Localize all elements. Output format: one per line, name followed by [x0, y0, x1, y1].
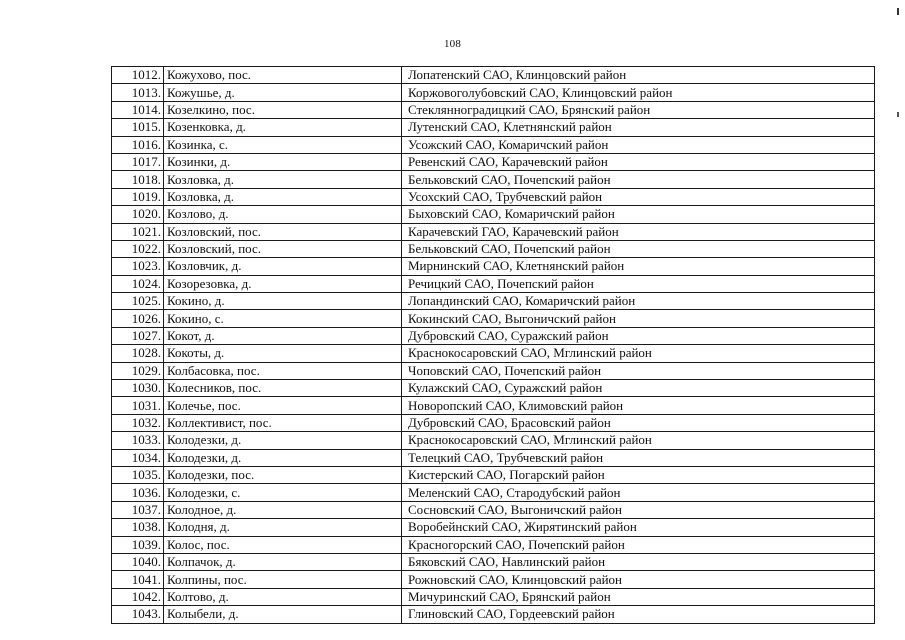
table-row: [112, 171, 875, 188]
settlement-name: Козловка, д.: [164, 188, 402, 205]
settlement-name: Кокино, с.: [164, 310, 402, 327]
table-row: [112, 553, 875, 570]
settlement-name: Козинки, д.: [164, 153, 402, 170]
row-number: 1029.: [112, 362, 164, 379]
table-row: [112, 536, 875, 553]
district-name: Чоповский САО, Почепский район: [402, 362, 875, 379]
settlement-name: Козловский, пос.: [164, 223, 402, 240]
district-name: Краснокосаровский САО, Мглинский район: [402, 432, 875, 449]
table-row: [112, 606, 875, 623]
row-number: 1031.: [112, 397, 164, 414]
row-number: 1017.: [112, 153, 164, 170]
row-number: 1041.: [112, 571, 164, 588]
row-number: 1012.: [112, 67, 164, 84]
row-number: 1014.: [112, 101, 164, 118]
table-row: [112, 414, 875, 431]
district-name: Краснокосаровский САО, Мглинский район: [402, 345, 875, 362]
row-number: 1039.: [112, 536, 164, 553]
row-number: 1018.: [112, 171, 164, 188]
district-name: Кистерский САО, Погарский район: [402, 466, 875, 483]
row-number: 1027.: [112, 327, 164, 344]
district-name: Ревенский САО, Карачевский район: [402, 153, 875, 170]
settlements-table-body: [112, 67, 875, 624]
district-name: Коржовоголубовский САО, Клинцовский район: [402, 84, 875, 101]
settlement-name: Коллективист, пос.: [164, 414, 402, 431]
table-row: [112, 206, 875, 223]
table-row: [112, 449, 875, 466]
settlement-name: Кокоты, д.: [164, 345, 402, 362]
row-number: 1022.: [112, 240, 164, 257]
district-name: Дубровский САО, Суражский район: [402, 327, 875, 344]
settlement-name: Колбасовка, пос.: [164, 362, 402, 379]
row-number: 1034.: [112, 449, 164, 466]
district-name: Усожский САО, Комаричский район: [402, 136, 875, 153]
settlement-name: Колпачок, д.: [164, 553, 402, 570]
table-row: [112, 101, 875, 118]
settlement-name: Колесников, пос.: [164, 380, 402, 397]
settlement-name: Колыбели, д.: [164, 606, 402, 623]
settlement-name: Козловчик, д.: [164, 258, 402, 275]
table-row: [112, 519, 875, 536]
row-number: 1028.: [112, 345, 164, 362]
district-name: Мичуринский САО, Брянский район: [402, 588, 875, 605]
table-row: [112, 275, 875, 292]
table-row: [112, 327, 875, 344]
row-number: 1020.: [112, 206, 164, 223]
settlement-name: Колодное, д.: [164, 501, 402, 518]
settlement-name: Колос, пос.: [164, 536, 402, 553]
row-number: 1030.: [112, 380, 164, 397]
settlement-name: Козинка, с.: [164, 136, 402, 153]
row-number: 1025.: [112, 293, 164, 310]
settlement-name: Кожушье, д.: [164, 84, 402, 101]
settlements-table: [111, 66, 875, 624]
settlement-name: Колодня, д.: [164, 519, 402, 536]
settlement-name: Колечье, пос.: [164, 397, 402, 414]
district-name: Воробейнский САО, Жирятинский район: [402, 519, 875, 536]
row-number: 1038.: [112, 519, 164, 536]
row-number: 1024.: [112, 275, 164, 292]
row-number: 1026.: [112, 310, 164, 327]
table-row: [112, 67, 875, 84]
row-number: 1040.: [112, 553, 164, 570]
table-row: [112, 136, 875, 153]
table-row: [112, 380, 875, 397]
row-number: 1019.: [112, 188, 164, 205]
settlement-name: Кокино, д.: [164, 293, 402, 310]
district-name: Карачевский ГАО, Карачевский район: [402, 223, 875, 240]
row-number: 1037.: [112, 501, 164, 518]
table-row: [112, 501, 875, 518]
row-number: 1023.: [112, 258, 164, 275]
row-number: 1015.: [112, 119, 164, 136]
table-row: [112, 258, 875, 275]
scan-edge-mark: [897, 112, 899, 117]
settlement-name: Кожухово, пос.: [164, 67, 402, 84]
district-name: Усохский САО, Трубчевский район: [402, 188, 875, 205]
district-name: Новоропский САО, Климовский район: [402, 397, 875, 414]
table-row: [112, 223, 875, 240]
row-number: 1016.: [112, 136, 164, 153]
settlement-name: Козловка, д.: [164, 171, 402, 188]
table-row: [112, 466, 875, 483]
table-row: [112, 84, 875, 101]
row-number: 1043.: [112, 606, 164, 623]
district-name: Красногорский САО, Почепский район: [402, 536, 875, 553]
district-name: Бельковский САО, Почепский район: [402, 240, 875, 257]
district-name: Стеклянноградицкий САО, Брянский район: [402, 101, 875, 118]
scan-edge-mark: [897, 8, 899, 15]
district-name: Бяковский САО, Навлинский район: [402, 553, 875, 570]
table-row: [112, 397, 875, 414]
settlement-name: Кокот, д.: [164, 327, 402, 344]
district-name: Лопандинский САО, Комаричский район: [402, 293, 875, 310]
settlement-name: Козорезовка, д.: [164, 275, 402, 292]
row-number: 1036.: [112, 484, 164, 501]
district-name: Кокинский САО, Выгоничский район: [402, 310, 875, 327]
table-row: [112, 571, 875, 588]
settlement-name: Колпины, пос.: [164, 571, 402, 588]
table-row: [112, 362, 875, 379]
table-row: [112, 188, 875, 205]
district-name: Дубровский САО, Брасовский район: [402, 414, 875, 431]
district-name: Рожновский САО, Клинцовский район: [402, 571, 875, 588]
table-row: [112, 293, 875, 310]
settlement-name: Колтово, д.: [164, 588, 402, 605]
table-row: [112, 310, 875, 327]
district-name: Лутенский САО, Клетнянский район: [402, 119, 875, 136]
row-number: 1013.: [112, 84, 164, 101]
district-name: Сосновский САО, Выгоничский район: [402, 501, 875, 518]
page-number: 108: [443, 38, 462, 50]
settlement-name: Колодезки, с.: [164, 484, 402, 501]
district-name: Быховский САО, Комаричский район: [402, 206, 875, 223]
settlement-name: Козлово, д.: [164, 206, 402, 223]
row-number: 1021.: [112, 223, 164, 240]
district-name: Меленский САО, Стародубский район: [402, 484, 875, 501]
district-name: Кулажский САО, Суражский район: [402, 380, 875, 397]
table-row: [112, 119, 875, 136]
table-row: [112, 153, 875, 170]
table-row: [112, 484, 875, 501]
settlement-name: Колодезки, д.: [164, 449, 402, 466]
table-row: [112, 588, 875, 605]
district-name: Телецкий САО, Трубчевский район: [402, 449, 875, 466]
district-name: Речицкий САО, Почепский район: [402, 275, 875, 292]
settlement-name: Козловский, пос.: [164, 240, 402, 257]
settlement-name: Козелкино, пос.: [164, 101, 402, 118]
table-row: [112, 345, 875, 362]
table-row: [112, 432, 875, 449]
district-name: Глиновский САО, Гордеевский район: [402, 606, 875, 623]
district-name: Бельковский САО, Почепский район: [402, 171, 875, 188]
row-number: 1032.: [112, 414, 164, 431]
row-number: 1035.: [112, 466, 164, 483]
table-row: [112, 240, 875, 257]
settlement-name: Колодезки, пос.: [164, 466, 402, 483]
settlement-name: Козенковка, д.: [164, 119, 402, 136]
district-name: Лопатенский САО, Клинцовский район: [402, 67, 875, 84]
settlement-name: Колодезки, д.: [164, 432, 402, 449]
district-name: Мирнинский САО, Клетнянский район: [402, 258, 875, 275]
row-number: 1042.: [112, 588, 164, 605]
row-number: 1033.: [112, 432, 164, 449]
